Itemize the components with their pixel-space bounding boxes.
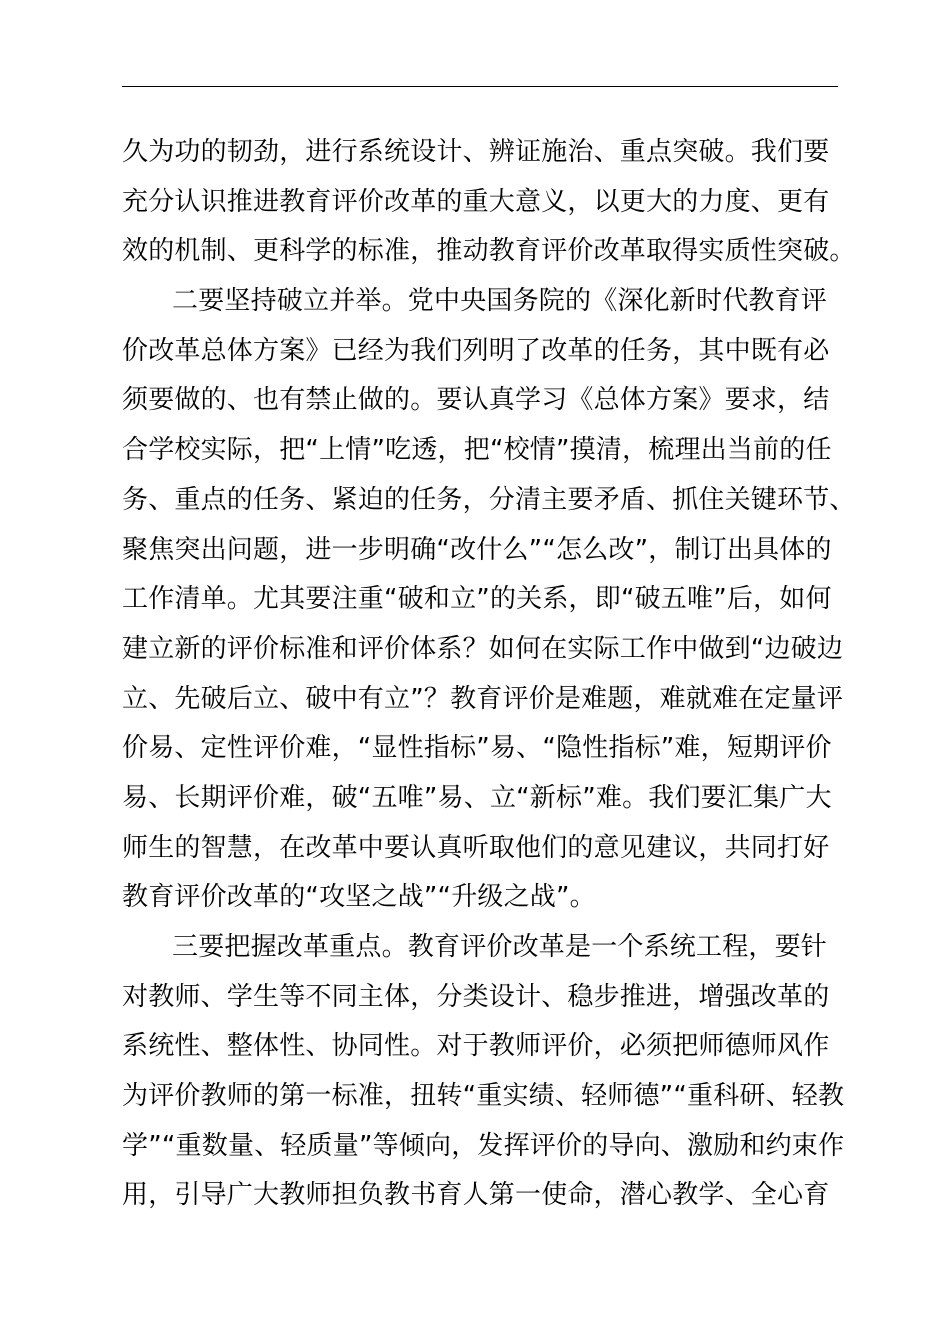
text-line: 聚焦突出问题，进一步明确“改什么”“怎么改”，制订出具体的 [122, 534, 832, 565]
text-line: 立、先破后立、破中有立”？教育评价是难题，难就难在定量评 [122, 683, 844, 714]
text-line: 工作清单。尤其要注重“破和立”的关系，即“破五唯”后，如何 [122, 584, 832, 615]
paragraph-start-line: 二要坚持破立并举。党中央国务院的《深化新时代教育评 [172, 286, 828, 317]
text-line: 易、长期评价难，破“五唯”易、立“新标”难。我们要汇集广大 [122, 782, 832, 813]
text-line: 系统性、整体性、协同性。对于教师评价，必须把师德师风作 [122, 1031, 830, 1062]
text-line: 价易、定性评价难，“显性指标”易、“隐性指标”难，短期评价 [122, 733, 832, 764]
text-line: 师生的智慧，在改革中要认真听取他们的意见建议，共同打好 [122, 832, 830, 863]
text-line: 务、重点的任务、紧迫的任务，分清主要矛盾、抓住关键环节、 [122, 484, 856, 515]
text-line: 须要做的、也有禁止做的。要认真学习《总体方案》要求，结 [122, 385, 830, 416]
text-line: 久为功的韧劲，进行系统设计、辨证施治、重点突破。我们要 [122, 137, 830, 167]
text-line: 为评价教师的第一标准，扭转“重实绩、轻师德”“重科研、轻教 [122, 1081, 845, 1112]
text-line: 合学校实际，把“上情”吃透，把“校情”摸清，梳理出当前的任 [122, 435, 832, 466]
text-line: 价改革总体方案》已经为我们列明了改革的任务，其中既有必 [122, 335, 830, 366]
paragraph-start-line: 三要把握改革重点。教育评价改革是一个系统工程，要针 [172, 932, 828, 962]
text-line: 对教师、学生等不同主体，分类设计、稳步推进，增强改革的 [122, 981, 830, 1012]
body-text [122, 128, 882, 1221]
text-line: 充分认识推进教育评价改革的重大意义，以更大的力度、更有 [122, 186, 830, 217]
text-line: 效的机制、更科学的标准，推动教育评价改革取得实质性突破。 [122, 236, 856, 267]
text-line: 用，引导广大教师担负教书育人第一使命，潜心教学、全心育 [122, 1180, 830, 1211]
text-line: 学”“重数量、轻质量”等倾向，发挥评价的导向、激励和约束作 [122, 1130, 845, 1161]
text-line: 建立新的评价标准和评价体系？如何在实际工作中做到“边破边 [122, 633, 844, 664]
text-line: 教育评价改革的“攻坚之战”“升级之战”。 [122, 882, 596, 913]
header-rule [122, 86, 838, 87]
